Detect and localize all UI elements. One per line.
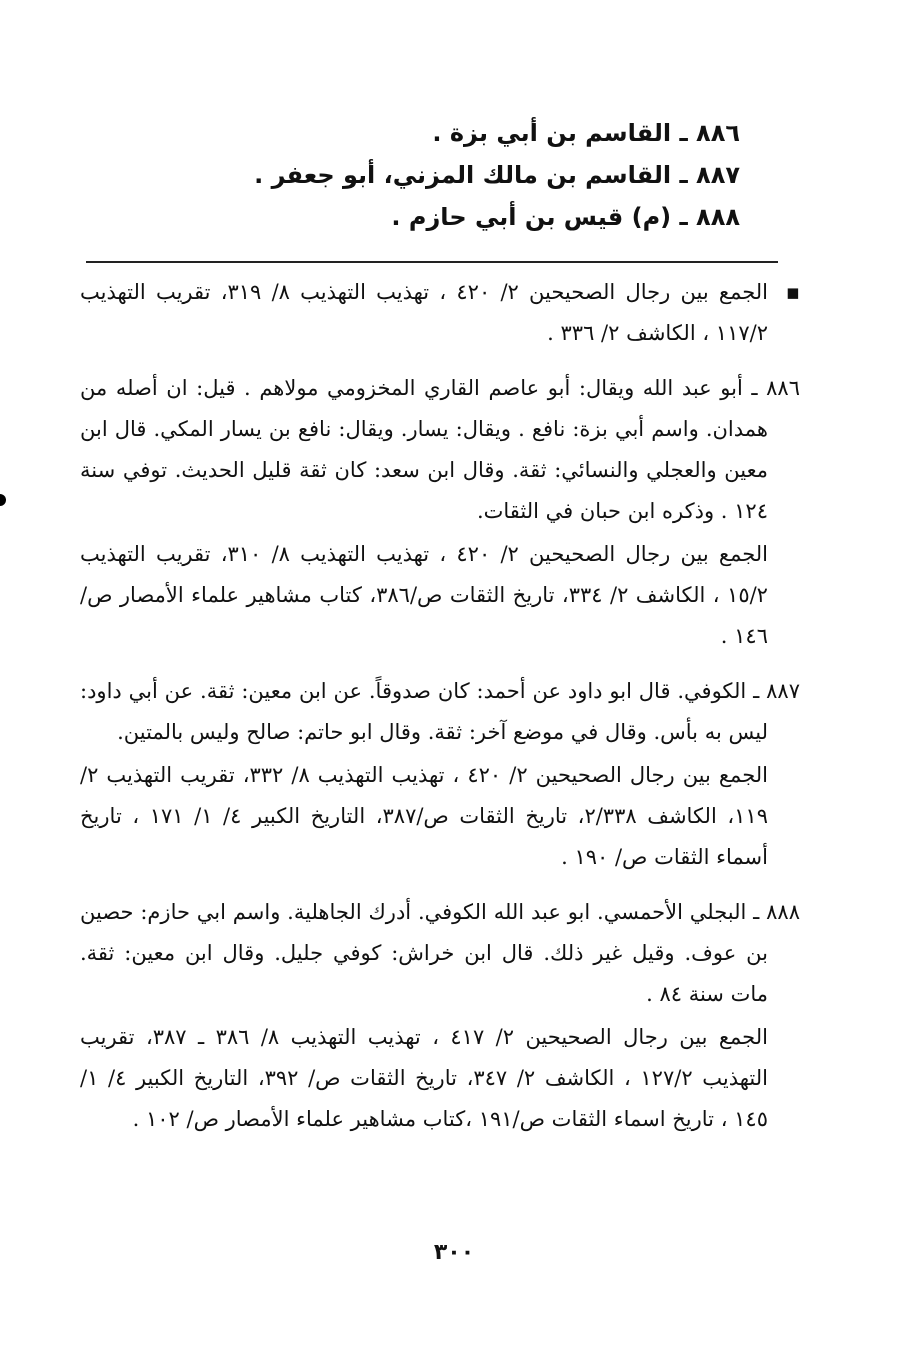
intro-references bbox=[80, 272, 800, 354]
heading-888: ٨٨٨ ـ (م) قيس بن أبي حازم . bbox=[391, 203, 740, 231]
entry-887-text: ٨٨٧ ـ الكوفي. قال ابو داود عن أحمد: كان صدوقاً. عن ابن معين: ثقة. عن أبي داود: ليس به بأس. وقال في موضع آخر: ثقة. وقال ابو حاتم: صالح وليس بالمتين. bbox=[80, 679, 800, 744]
entry-headings bbox=[140, 112, 740, 238]
heading-886: ٨٨٦ ـ القاسم بن أبي بزة . bbox=[432, 119, 740, 147]
footnotes bbox=[80, 272, 800, 1140]
scan-edge-mark bbox=[0, 494, 6, 506]
bullet-icon: ▪ bbox=[785, 280, 801, 304]
entry-886-text: ٨٨٦ ـ أبو عبد الله ويقال: أبو عاصم القاري المخزومي مولاهم . قيل: ان أصله من همدان. واسم أبي بزة: نافع . ويقال: يسار. ويقال: نافع بن يسار المكي. قال ابن معين والعجلي والنسائي: ثقة. وقال ابن سعد: كان ثقة قليل الحديث. توفي سنة ١٢٤ . وذكره ابن حبان في الثقات. bbox=[80, 376, 800, 523]
footnote-divider bbox=[86, 261, 778, 263]
page-number: ٣٠٠ bbox=[433, 1240, 475, 1265]
entry-888-references: الجمع بين رجال الصحيحين ٢/ ٤١٧ ، تهذيب التهذيب ٨/ ٣٨٦ ـ ٣٨٧، تقريب التهذيب ١٢٧/٢ ، الكاشف ٢/ ٣٤٧، تاريخ الثقات ص/ ٣٩٢، التاريخ الكبير ٤/ ١/ ١٤٥ ، تاريخ اسماء الثقات ص/١٩١ ،كتاب مشاهير علماء الأمصار ص/ ١٠٢ . bbox=[80, 1025, 768, 1131]
entry-888-text: ٨٨٨ ـ البجلي الأحمسي. ابو عبد الله الكوفي. أدرك الجاهلية. واسم ابي حازم: حصين بن عوف. وقيل غير ذلك. قال ابن خراش: كوفي جليل. وقال ابن معين: ثقة. مات سنة ٨٤ . bbox=[80, 900, 800, 1006]
entry-886-references: الجمع بين رجال الصحيحين ٢/ ٤٢٠ ، تهذيب التهذيب ٨/ ٣١٠، تقريب التهذيب ١٥/٢ ، الكاشف ٢/ ٣٣٤، تاريخ الثقات ص/٣٨٦، كتاب مشاهير علماء الأمصار ص/١٤٦ . bbox=[80, 542, 769, 648]
heading-887: ٨٨٧ ـ القاسم بن مالك المزني، أبو جعفر . bbox=[254, 161, 740, 189]
entry-887-references: الجمع بين رجال الصحيحين ٢/ ٤٢٠ ، تهذيب التهذيب ٨/ ٣٣٢، تقريب التهذيب ٢/ ١١٩، الكاشف ٢/٣٣٨، تاريخ الثقات ص/٣٨٧، التاريخ الكبير ٤/ ١/ ١٧١ ، تاريخ أسماء الثقات ص/ ١٩٠ . bbox=[80, 763, 768, 869]
intro-references-text: الجمع بين رجال الصحيحين ٢/ ٤٢٠ ، تهذيب التهذيب ٨/ ٣١٩، تقريب التهذيب ١١٧/٢ ، الكاشف ٢/ ٣٣٦ . bbox=[80, 280, 769, 345]
